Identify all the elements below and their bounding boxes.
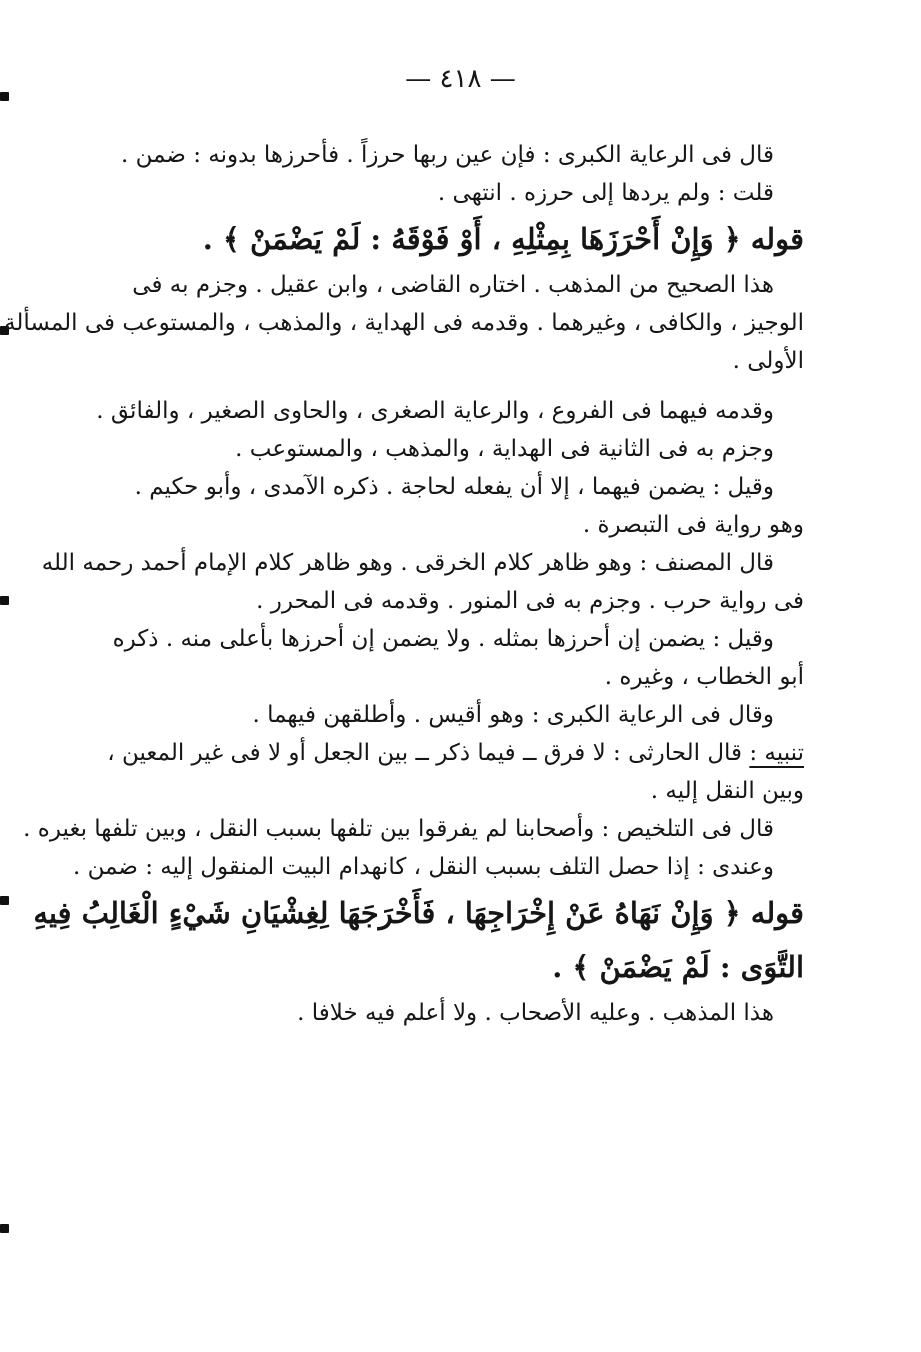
text-line: قلت : ولم يردها إلى حرزه . انتهى . bbox=[437, 180, 774, 206]
note-label: تنبيه : bbox=[749, 740, 804, 766]
page-body bbox=[3, 136, 804, 1032]
margin-mark bbox=[0, 92, 9, 101]
text-line: وقال فى الرعاية الكبرى : وهو أقيس . وأطلقهن فيهما . bbox=[252, 702, 774, 728]
text-line: وهو رواية فى التبصرة . bbox=[582, 512, 804, 538]
quoted-heading: قوله ﴿ وَإِنْ نَهَاهُ عَنْ إِخْرَاجِهَا ، فَأَخْرَجَهَا لِغِشْيَانِ شَيْءٍ الْغَالِبُ فِيهِ bbox=[33, 896, 804, 930]
text-line: قال فى التلخيص : وأصحابنا لم يفرقوا بين تلفها بسبب النقل ، وبين تلفها بغيره . bbox=[23, 816, 774, 842]
quoted-heading: التَّوَى : لَمْ يَضْمَنْ ﴾ . bbox=[552, 950, 804, 984]
text-line: هذا المذهب . وعليه الأصحاب . ولا أعلم فيه خلافا . bbox=[297, 1000, 774, 1026]
text-line: وجزم به فى الثانية فى الهداية ، والمذهب ، والمستوعب . bbox=[235, 436, 774, 462]
text-line: وقيل : يضمن إن أحرزها بمثله . ولا يضمن إن أحرزها بأعلى منه . ذكره bbox=[112, 626, 774, 652]
text-line: الأولى . bbox=[732, 348, 804, 374]
text-line: فى رواية حرب . وجزم به فى المنور . وقدمه فى المحرر . bbox=[256, 588, 804, 614]
text-line: أبو الخطاب ، وغيره . bbox=[604, 664, 804, 690]
text-line: وعندى : إذا حصل التلف بسبب النقل ، كانهدام البيت المنقول إليه : ضمن . bbox=[72, 854, 774, 880]
quoted-heading: قوله ﴿ وَإِنْ أَحْرَزَهَا بِمِثْلِهِ ، أَوْ فَوْقَهُ : لَمْ يَضْمَنْ ﴾ . bbox=[202, 222, 804, 256]
text-line: هذا الصحيح من المذهب . اختاره القاضى ، وابن عقيل . وجزم به فى bbox=[132, 272, 774, 298]
page-number: — ٤١٨ — bbox=[405, 64, 516, 94]
text-line: وقدمه فيهما فى الفروع ، والرعاية الصغرى ، والحاوى الصغير ، والفائق . bbox=[96, 398, 774, 424]
text-line: وبين النقل إليه . bbox=[650, 778, 804, 804]
margin-mark bbox=[0, 896, 9, 905]
margin-mark bbox=[0, 1224, 9, 1233]
margin-mark bbox=[0, 596, 9, 605]
text-line: قال فى الرعاية الكبرى : فإن عين ربها حرزاً . فأحرزها بدونه : ضمن . bbox=[120, 142, 774, 168]
text-line: وقيل : يضمن فيهما ، إلا أن يفعله لحاجة . ذكره الآمدى ، وأبو حكيم . bbox=[134, 474, 774, 500]
text-line: الوجيز ، والكافى ، وغيرهما . وقدمه فى الهداية ، والمذهب ، والمستوعب فى المسألة bbox=[3, 310, 804, 336]
note-text: قال الحارثى : لا فرق ــ فيما ذكر ــ بين الجعل أو لا فى غير المعين ، bbox=[107, 740, 743, 766]
note-line bbox=[92, 734, 804, 772]
text-line: قال المصنف : وهو ظاهر كلام الخرقى . وهو ظاهر كلام الإمام أحمد رحمه الله bbox=[41, 550, 774, 576]
